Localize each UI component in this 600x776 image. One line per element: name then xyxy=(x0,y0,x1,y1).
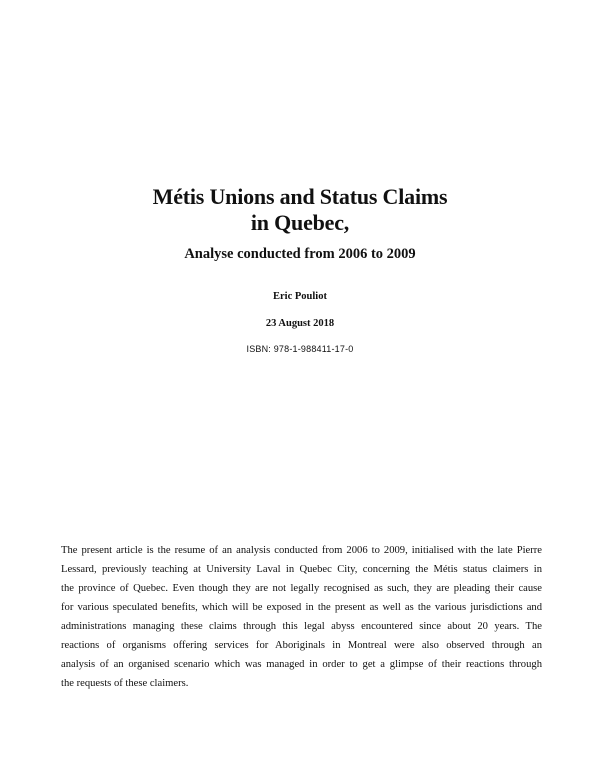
abstract-line: Lessard, previously teaching at University Laval in Quebec City, concerning the Métis status claimers in xyxy=(61,564,542,575)
publication-date: 23 August 2018 xyxy=(265,318,335,329)
isbn-number: ISBN: 978-1-988411-17-0 xyxy=(246,344,354,354)
abstract-line: administrations managing these claims through this legal abyss encountered since about 20 years. The xyxy=(61,621,542,632)
abstract-line: The present article is the resume of an analysis conducted from 2006 to 2009, initialised with the late Pierre xyxy=(61,545,542,556)
document-title-line-2: in Quebec, xyxy=(250,210,350,235)
document-title-line-1: Métis Unions and Status Claims xyxy=(152,184,448,209)
abstract-line: the requests of these claimers. xyxy=(61,678,189,689)
document-subtitle: Analyse conducted from 2006 to 2009 xyxy=(184,246,416,262)
abstract-line: reactions of organisms offering services for Aboriginals in Montreal were also observed through an xyxy=(61,640,542,651)
abstract-line: the province of Quebec. Even though they are not legally recognised as such, they are pleading their cause xyxy=(61,583,542,594)
abstract-paragraph xyxy=(61,541,542,693)
abstract-line: analysis of an organised scenario which was managed in order to get a glimpse of their reactions through xyxy=(61,659,542,670)
author-name: Eric Pouliot xyxy=(273,291,327,302)
abstract-line: for various speculated benefits, which will be exposed in the present as well as the various jurisdictions and xyxy=(61,602,542,613)
